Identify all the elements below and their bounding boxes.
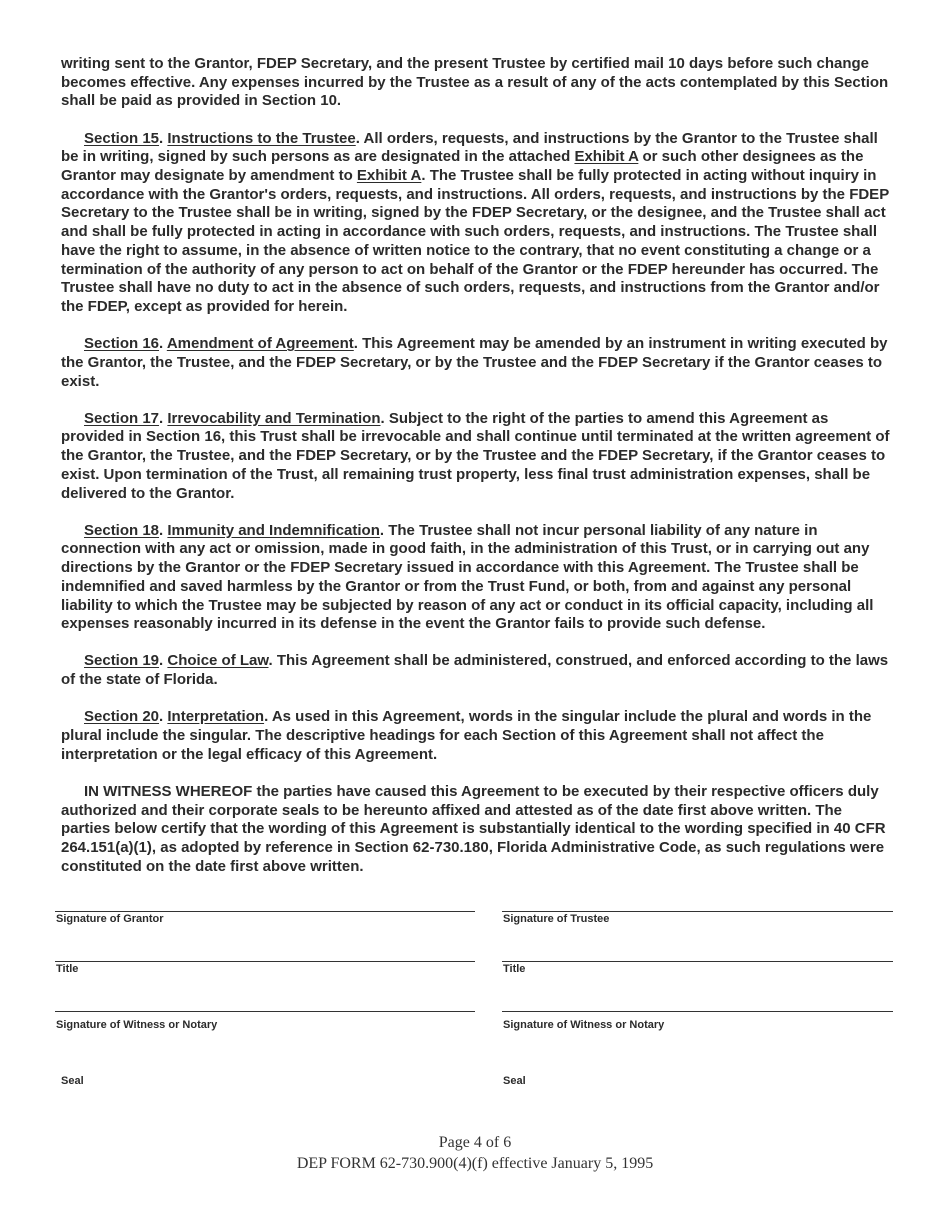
section-heading: Instructions to the Trustee [167, 129, 356, 147]
section-heading: Irrevocability and Termination [167, 409, 381, 427]
section-heading: Interpretation [167, 708, 265, 726]
form-reference: DEP FORM 62-730.900(4)(f) effective January 5, 1995 [296, 1155, 654, 1172]
section-16: Section 16. Amendment of Agreement. This Agreement may be amended by an instrument in writing executed by the Grantor, the Trustee, and the FDEP Secretary, or by the Trustee and the FDEP Secretary if the Grantor ceases to exist. [61, 335, 888, 390]
section-number: Section 19 [84, 652, 160, 670]
grantor-seal-label: Seal [61, 1075, 84, 1087]
section-heading: Choice of Law [167, 652, 269, 670]
grantor-witness-label: Signature of Witness or Notary [56, 1019, 218, 1031]
section-text: All orders, requests, and instructions by the Grantor to the Trustee shall be in writing, signed by such persons as are designated in the attached [61, 129, 878, 166]
section-number: Section 16 [84, 335, 160, 353]
section-text: Subject to the right of the parties to amend this Agreement as provided in Section 16, this Trust shall be irrevocable and shall continue until terminated at the written agreement of the Grantor, the Trustee, and the FDEP Secretary, or by the Trustee and the FDEP Secretary, if the Grantor ceases to exist. Upon termination of the Trust, all remaining trust property, less final trust administration expenses, shall be delivered to the Grantor. [61, 409, 890, 502]
section-text: This Agreement may be amended by an instrument in writing executed by the Grantor, the Trustee, and the FDEP Secretary, or by the Trustee and the FDEP Secretary if the Grantor ceases to exist. [61, 335, 888, 390]
trustee-witness-label: Signature of Witness or Notary [503, 1019, 665, 1031]
trustee-title-label: Title [503, 963, 526, 975]
section-number: Section 18 [84, 521, 160, 539]
section-20: Section 20. Interpretation. As used in this Agreement, words in the singular include the plural and words in the plural include the singular. The descriptive headings for each Section of this Agreement shall not affect the interpretation or the legal efficacy of this Agreement. [61, 708, 872, 763]
trustee-seal-label: Seal [503, 1075, 526, 1087]
grantor-title-label: Title [56, 963, 79, 975]
section-18: Section 18. Immunity and Indemnification. The Trustee shall not incur personal liability of any nature in connection with any act or omission, made in good faith, in the administration of this Trust, or in carrying out any directions by the Grantor or the FDEP Secretary issued in accordance with this Agreement. The Trustee shall be indemnified and saved harmless by the Grantor or from the Trust Fund, or both, from and against any personal liability to which the Trustee may be subjected by reason of any act or conduct in its official capacity, including all expenses reasonably incurred in its defense in the event the Grantor fails to provide such defense. [61, 521, 874, 633]
trustee-title-line[interactable] [502, 961, 893, 962]
grantor-title-line[interactable] [55, 961, 475, 962]
section-heading: Amendment of Agreement [166, 335, 354, 353]
section-heading: Immunity and Indemnification [167, 521, 380, 539]
section-number: Section 15 [84, 129, 160, 147]
section-text: This Agreement shall be administered, construed, and enforced according to the laws of the state of Florida. [61, 652, 889, 689]
grantor-signature-label: Signature of Grantor [56, 913, 164, 925]
trustee-signature-label: Signature of Trustee [503, 913, 610, 925]
exhibit-reference: Exhibit A [356, 167, 422, 185]
section-number: Section 20 [84, 708, 160, 726]
trustee-signature-line[interactable] [502, 911, 893, 912]
intro-paragraph: writing sent to the Grantor, FDEP Secretary, and the present Trustee by certified mail 10 days before such change becomes effective. Any expenses incurred by the Trustee as a result of any of the acts contemplated by this Section shall be paid as provided in Section 10. [61, 55, 889, 110]
section-text: or such other designees as the Grantor may designate by amendment to [61, 148, 864, 185]
page-number: Page 4 of 6 [438, 1134, 512, 1151]
trustee-witness-line[interactable] [502, 1011, 893, 1012]
section-text: As used in this Agreement, words in the singular include the plural and words in the plural include the singular. The descriptive headings for each Section of this Agreement shall not affect the interpretation or the legal efficacy of this Agreement. [61, 708, 872, 763]
witness-paragraph: IN WITNESS WHEREOF the parties have caused this Agreement to be executed by their respective officers duly authorized and their corporate seals to be hereunto affixed and attested as of the date first above written. The parties below certify that the wording of this Agreement is substantially identical to the wording specified in 40 CFR 264.151(a)(1), as adopted by reference in Section 62-730.180, Florida Administrative Code, as such regulations were constituted on the date first above written. [61, 783, 886, 875]
exhibit-reference: Exhibit A [574, 148, 639, 166]
section-text: The Trustee shall not incur personal liability of any nature in connection with any act or omission, made in good faith, in the administration of this Trust, or in carrying out any directions by the Grantor or the FDEP Secretary issued in accordance with this Agreement. The Trustee shall be indemnified and saved harmless by the Grantor or from the Trust Fund, or both, from and against any personal liability to which the Trustee may be subjected by reason of any act or conduct in its official capacity, including all expenses reasonably incurred in its defense in the event the Grantor fails to provide such defense. [61, 521, 874, 633]
section-19: Section 19. Choice of Law. This Agreement shall be administered, construed, and enforced according to the laws of the state of Florida. [61, 652, 889, 689]
section-17: Section 17. Irrevocability and Termination. Subject to the right of the parties to amend this Agreement as provided in Section 16, this Trust shall be irrevocable and shall continue until terminated at the written agreement of the Grantor, the Trustee, and the FDEP Secretary, or by the Trustee and the FDEP Secretary, if the Grantor ceases to exist. Upon termination of the Trust, all remaining trust property, less final trust administration expenses, shall be delivered to the Grantor. [61, 409, 890, 502]
section-15: Section 15. Instructions to the Trustee. All orders, requests, and instructions by the Grantor to the Trustee shall be in writing, signed by such persons as are designated in the attached Exhibit A or such other designees as the Grantor may designate by amendment to Exhibit A. The Trustee shall be fully protected in acting without inquiry in accordance with the Grantor's orders, requests, and instructions. All orders, requests, and instructions by the FDEP Secretary to the Trustee shall be in writing, signed by the FDEP Secretary, or the designee, and the Trustee shall act and shall be fully protected in acting in accordance with such orders, requests, and instructions. The Trustee shall have the right to assume, in the absence of written notice to the contrary, that no event constituting a change or a termination of the authority of any person to act on behalf of the Grantor or the FDEP hereunder has occurred. The Trustee shall have no duty to act in the absence of such orders, requests, and instructions from the Grantor and/or the FDEP, except as provided for herein. [61, 129, 889, 315]
grantor-witness-line[interactable] [55, 1011, 475, 1012]
section-number: Section 17 [84, 409, 160, 427]
section-text: . The Trustee shall be fully protected in acting without inquiry in accordance with the Grantor's orders, requests, and instructions. All orders, requests, and instructions by the FDEP Secretary to the Trustee shall be in writing, signed by the FDEP Secretary, or the designee, and the Trustee shall act and shall be fully protected in acting in accordance with such orders, requests, and instructions. The Trustee shall have the right to assume, in the absence of written notice to the contrary, that no event constituting a change or a termination of the authority of any person to act on behalf of the Grantor or the FDEP hereunder has occurred. The Trustee shall have no duty to act in the absence of such orders, requests, and instructions from the Grantor and/or the FDEP, except as provided for herein. [61, 167, 889, 315]
grantor-signature-line[interactable] [55, 911, 475, 912]
